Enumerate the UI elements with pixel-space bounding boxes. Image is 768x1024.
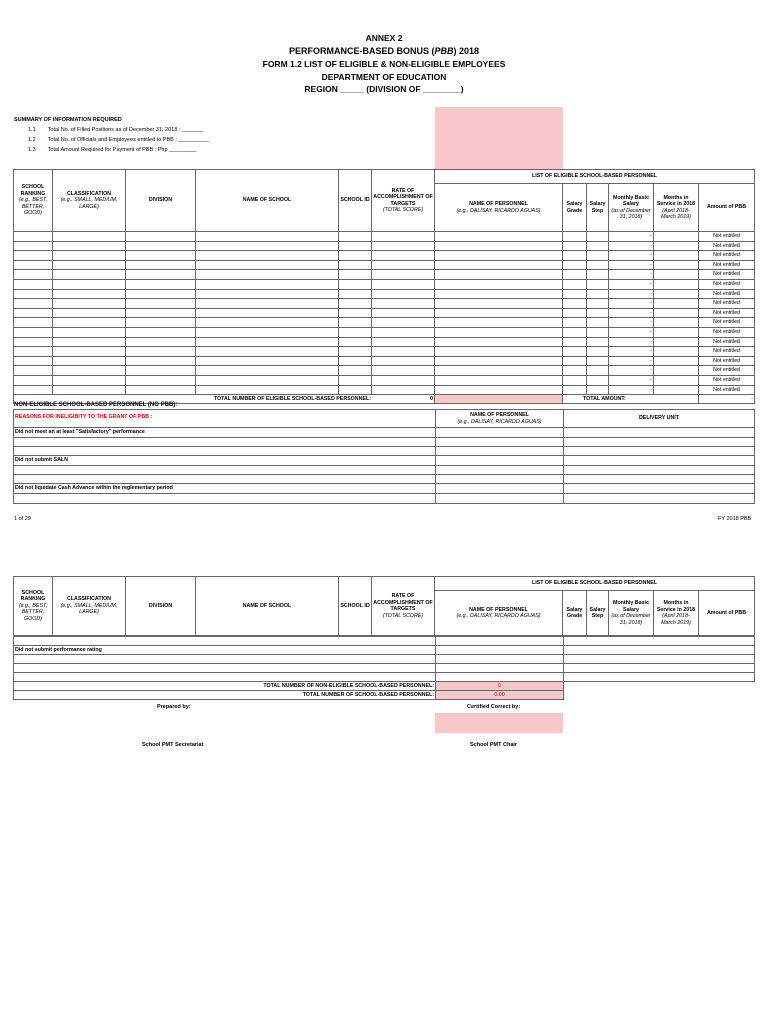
table-row <box>14 260 755 270</box>
highlight-block <box>435 107 563 169</box>
summary-item: 1.1 Total No. of Filled Positions as of December 31, 2018 : _______ <box>28 127 204 133</box>
reason-row <box>14 637 436 646</box>
salary-cell: - <box>609 385 654 395</box>
header-months-service: Months in Service in 2018 (April 2018-March 2019) <box>654 591 699 636</box>
non-eligible-title: NON-ELIGIBLE SCHOOL-BASED PERSONNEL (NO PBB): <box>14 402 178 408</box>
total-amount-value: - <box>699 395 755 404</box>
header-division: DIVISION <box>126 170 196 232</box>
list-item <box>14 494 755 504</box>
footer-label: FY 2018 PBB <box>718 516 752 522</box>
header-classification: CLASSIFICATION (e.g., SMALL, MEDIUM, LARGE) <box>53 577 126 636</box>
total-non-eligible-value: 0 <box>436 682 564 691</box>
header-school-name: NAME OF SCHOOL <box>196 170 339 232</box>
total-eligible-row: TOTAL NUMBER OF ELIGIBLE SCHOOL-BASED PERSONNEL: 0 <box>14 395 435 404</box>
salary-cell: - <box>609 337 654 347</box>
table-row <box>14 251 755 261</box>
salary-cell: - <box>609 270 654 280</box>
salary-cell: - <box>609 375 654 385</box>
table-row <box>14 318 755 328</box>
list-item <box>14 484 755 494</box>
amount-cell: Not entitled <box>699 327 755 337</box>
header-monthly-salary: Monthly Basic Salary (as of December 31, 2018) <box>609 591 654 636</box>
list-item <box>14 466 755 475</box>
non-eligible-name-header: NAME OF PERSONNEL (e.g., DALISAY, RICARDO AGUAS) <box>436 410 564 428</box>
list-item <box>14 475 755 484</box>
salary-cell: - <box>609 366 654 376</box>
header-months-service: Months in Service in 2018 (April 2018-March 2019) <box>654 184 699 232</box>
prepared-by-label: Prepared by: <box>157 704 191 710</box>
summary-item: 1.3 Total Amount Required for Payment of PBB : Php _________ <box>28 147 197 153</box>
eligible-personnel-table <box>13 169 755 404</box>
certified-by-label: Certified Correct by: <box>467 704 521 710</box>
table-row <box>14 299 755 309</box>
amount-cell: Not entitled <box>699 299 755 309</box>
header-salary-grade: Salary Grade <box>563 184 587 232</box>
amount-cell: Not entitled <box>699 356 755 366</box>
table-row <box>14 356 755 366</box>
amount-cell: Not entitled <box>699 241 755 251</box>
amount-cell: Not entitled <box>699 337 755 347</box>
table-row <box>14 289 755 299</box>
amount-cell: Not entitled <box>699 308 755 318</box>
header-personnel-name: NAME OF PERSONNEL (e.g., DALISAY, RICARDO AGUAS) <box>435 184 563 232</box>
header-personnel-name: NAME OF PERSONNEL (e.g., DALISAY, RICARDO AGUAS) <box>435 591 563 636</box>
header-amount: Amount of PBB <box>699 591 755 636</box>
region-line: REGION _____ (DIVISION OF ________) <box>304 84 464 94</box>
summary-item: 1.2 Total No. of Officials and Employees entitled to PBB : __________ <box>28 137 209 143</box>
header-ranking: SCHOOL RANKING (e.g., BEST, BETTER, GOOD) <box>14 170 53 232</box>
salary-cell: - <box>609 232 654 242</box>
reasons-label: REASONS FOR INELIGIBITY TO THE GRANT OF PBB : <box>14 410 436 428</box>
header-ranking: SCHOOL RANKING (e.g., BEST, BETTER, GOOD) <box>14 577 53 636</box>
delivery-unit-header: DELIVERY UNIT <box>564 410 755 428</box>
salary-cell: - <box>609 299 654 309</box>
table-row <box>14 308 755 318</box>
form-title: FORM 1.2 LIST OF ELIGIBLE & NON-ELIGIBLE EMPLOYEES <box>262 59 506 69</box>
reason-row: Did not liquidate Cash Advance within the reglementary period <box>14 484 436 494</box>
amount-cell: Not entitled <box>699 366 755 376</box>
salary-cell: - <box>609 308 654 318</box>
header-classification: CLASSIFICATION (e.g., SMALL, MEDIUM, LARGE) <box>53 170 126 232</box>
total-amount-label: TOTAL AMOUNT: <box>563 395 699 404</box>
table-row <box>14 375 755 385</box>
salary-cell: - <box>609 356 654 366</box>
list-item <box>14 456 755 466</box>
table-row <box>14 337 755 347</box>
reason-row: Did not submit performance rating <box>14 646 436 655</box>
signature-highlight <box>435 713 563 733</box>
header-school-id: SCHOOL ID <box>339 170 372 232</box>
amount-cell: Not entitled <box>699 260 755 270</box>
page2-table <box>13 576 755 636</box>
table-row <box>14 241 755 251</box>
table-row <box>14 232 755 242</box>
list-item <box>14 428 755 438</box>
page2-non-eligible-table <box>13 636 755 700</box>
header-salary-grade: Salary Grade <box>563 591 587 636</box>
header-rate: RATE OF ACCOMPLISHMENT OF TARGETS (TOTAL SCORE) <box>372 577 435 636</box>
list-item <box>14 438 755 447</box>
department-name: DEPARTMENT OF EDUCATION <box>321 72 447 82</box>
secretariat-label: School PMT Secretariat <box>142 742 204 748</box>
header-eligible-group: LIST OF ELIGIBLE SCHOOL-BASED PERSONNEL <box>435 170 755 184</box>
table-row <box>14 366 755 376</box>
total-all-label: TOTAL NUMBER OF SCHOOL-BASED PERSONNEL: <box>14 691 436 700</box>
total-non-eligible-label: TOTAL NUMBER OF NON-ELIGIBLE SCHOOL-BASED PERSONNEL: <box>14 682 436 691</box>
salary-cell: - <box>609 279 654 289</box>
table-row <box>14 385 755 395</box>
salary-cell: - <box>609 289 654 299</box>
reason-row: Did not meet an at least "Satisfactory" performance <box>14 428 436 438</box>
page-number: 1 of 29 <box>14 516 31 522</box>
document-title: PERFORMANCE-BASED BONUS (PBB) 2018 <box>288 46 480 56</box>
amount-cell: Not entitled <box>699 232 755 242</box>
table-row <box>14 279 755 289</box>
salary-cell: - <box>609 327 654 337</box>
header-monthly-salary: Monthly Basic Salary (as of December 31, 2018) <box>609 184 654 232</box>
amount-cell: Not entitled <box>699 347 755 357</box>
header-eligible-group: LIST OF ELIGIBLE SCHOOL-BASED PERSONNEL <box>435 577 755 591</box>
amount-cell: Not entitled <box>699 318 755 328</box>
salary-cell: - <box>609 318 654 328</box>
header-division: DIVISION <box>126 577 196 636</box>
amount-cell: Not entitled <box>699 279 755 289</box>
total-eligible-highlight <box>435 395 563 404</box>
amount-cell: Not entitled <box>699 385 755 395</box>
list-item <box>14 447 755 456</box>
salary-cell: - <box>609 251 654 261</box>
header-rate: RATE OF ACCOMPLISHMENT OF TARGETS (TOTAL SCORE) <box>372 170 435 232</box>
table-row <box>14 347 755 357</box>
header-amount: Amount of PBB <box>699 184 755 232</box>
salary-cell: - <box>609 241 654 251</box>
salary-cell: - <box>609 347 654 357</box>
amount-cell: Not entitled <box>699 270 755 280</box>
header-salary-step: Salary Step <box>587 184 609 232</box>
header-school-name: NAME OF SCHOOL <box>196 577 339 636</box>
amount-cell: Not entitled <box>699 289 755 299</box>
amount-cell: Not entitled <box>699 251 755 261</box>
annex-label: ANNEX 2 <box>365 33 403 43</box>
reason-row: Did not submit SALN <box>14 456 436 466</box>
table-row <box>14 327 755 337</box>
summary-title: SUMMARY OF INFORMATION REQUIRED <box>14 117 122 123</box>
header-school-id: SCHOOL ID <box>339 577 372 636</box>
header-salary-step: Salary Step <box>587 591 609 636</box>
table-row <box>14 270 755 280</box>
total-all-value: 0.00 <box>436 691 564 700</box>
non-eligible-table <box>13 409 755 504</box>
salary-cell: - <box>609 260 654 270</box>
amount-cell: Not entitled <box>699 375 755 385</box>
chair-label: School PMT Chair <box>470 742 518 748</box>
